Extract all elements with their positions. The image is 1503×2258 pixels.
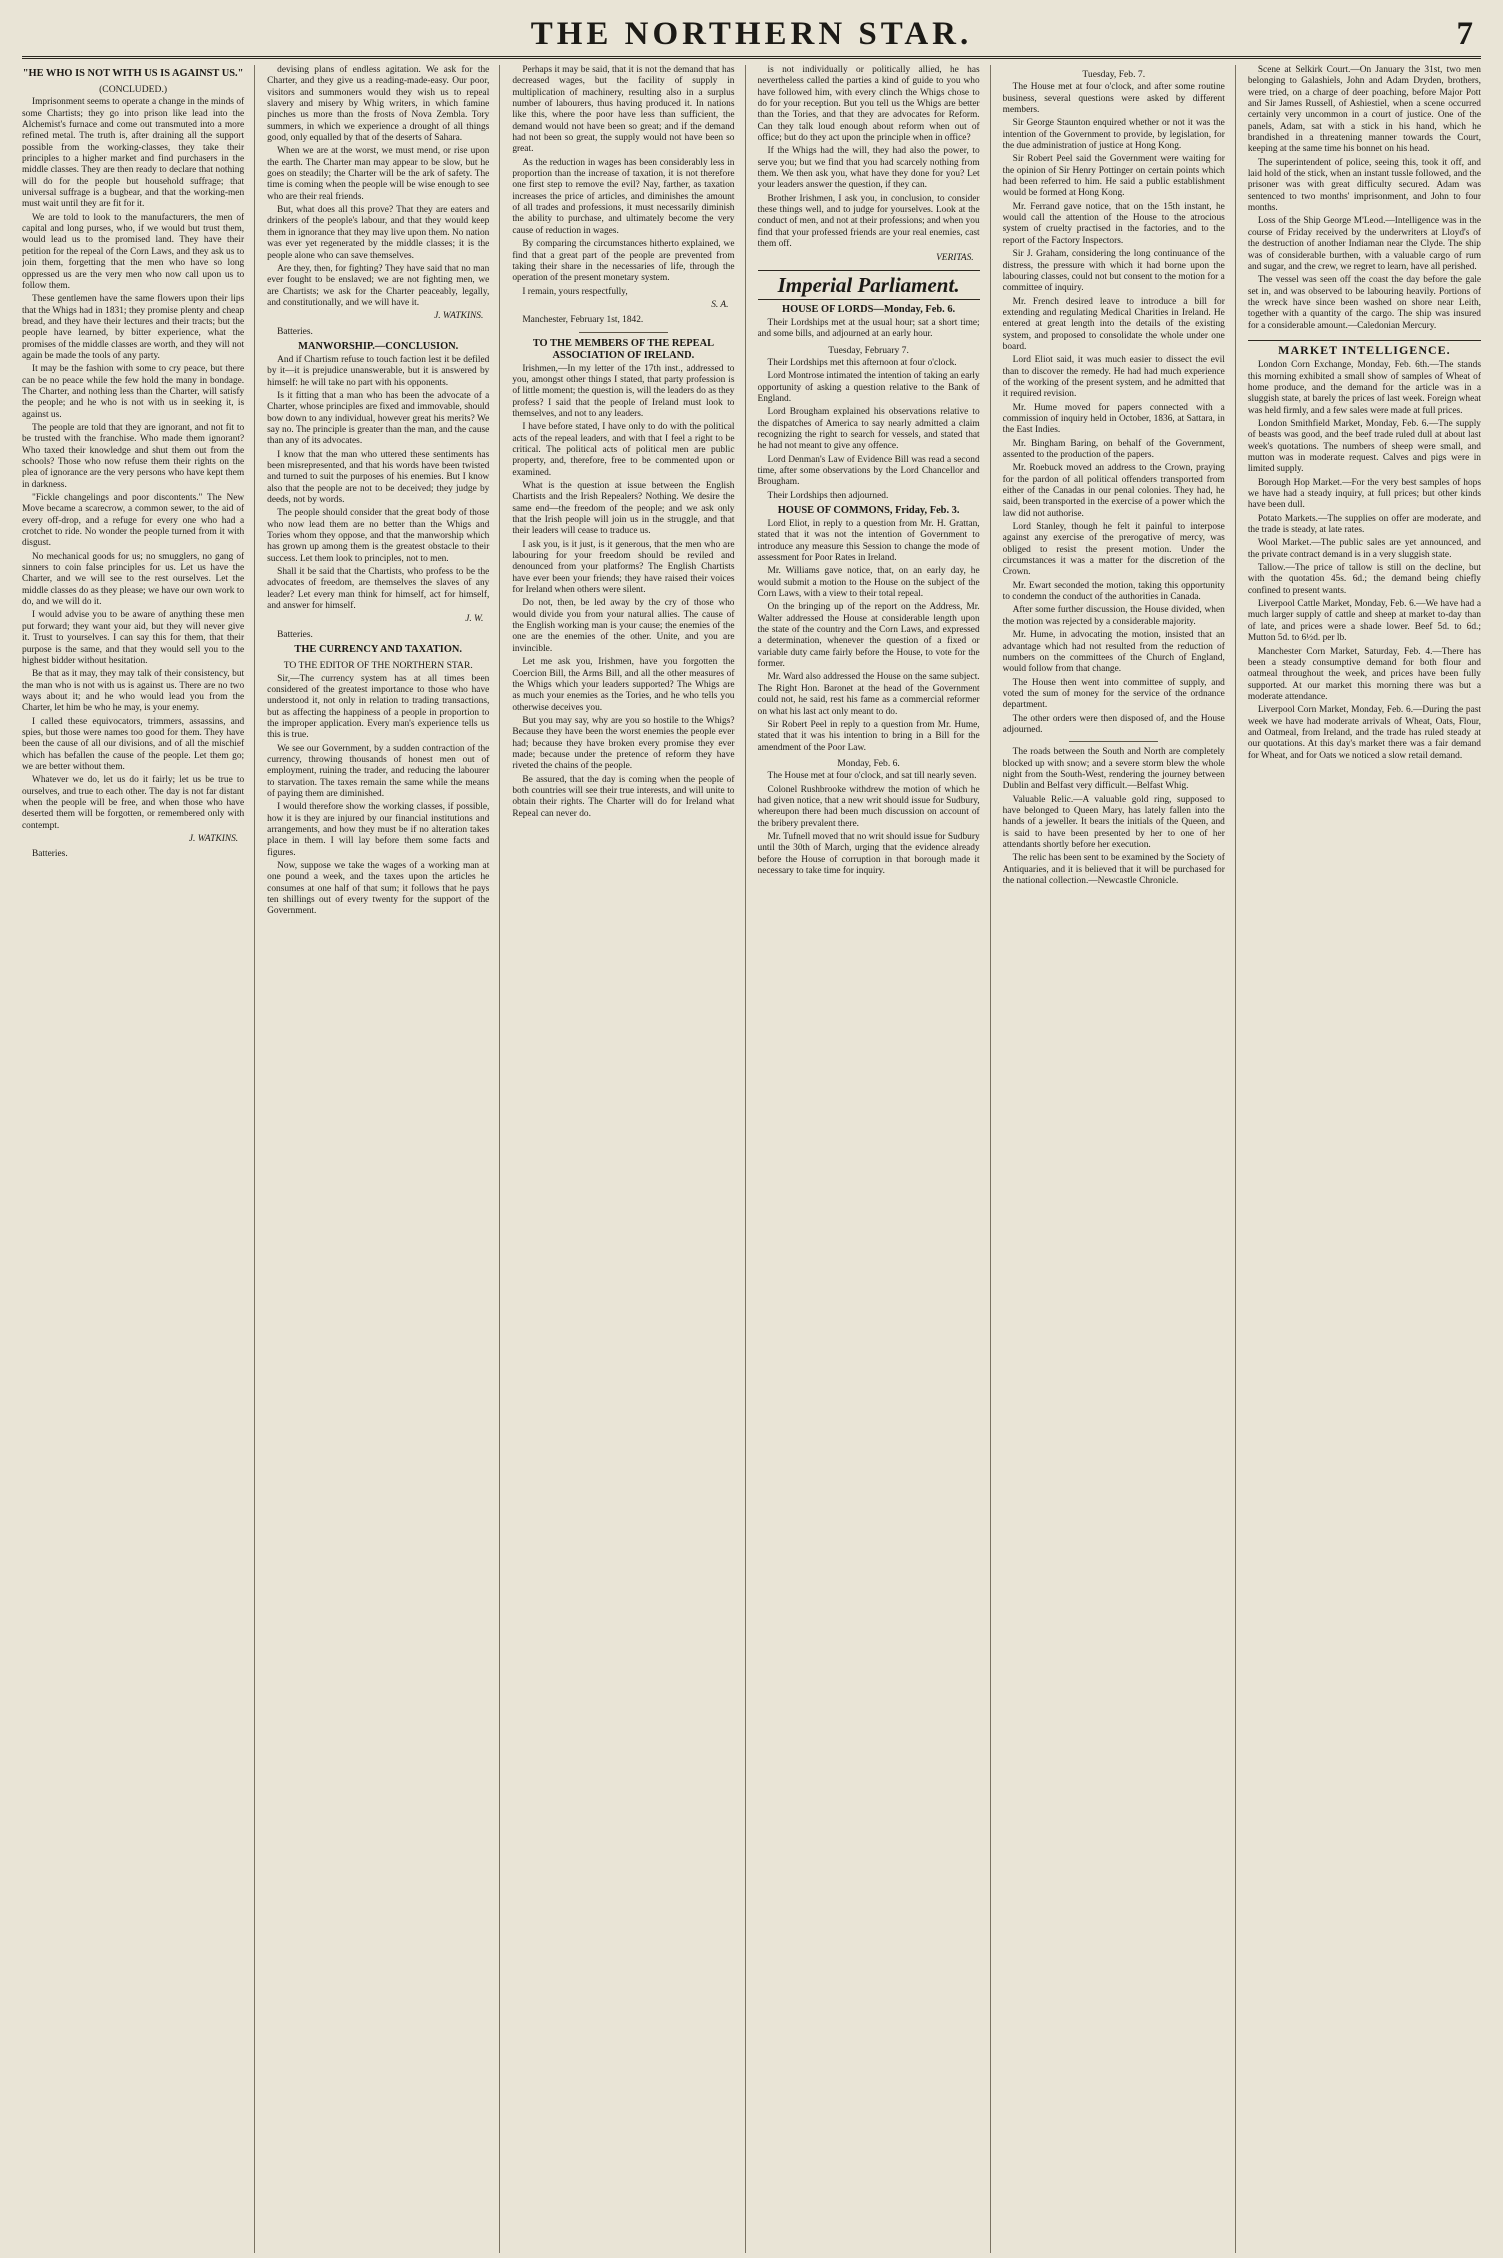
page-number: 7 [1456,16,1473,52]
paragraph: Batteries. [277,629,313,640]
paragraph: Lord Stanley, though he felt it painful to interpose against any exercise of the prerogative of mercy, was obliged to resist the present motion. Under the circumstances it was a matter for the discretion of the Crown. [1002,522,1225,578]
column-4 [758,65,991,2253]
paragraph: Manchester Corn Market, Saturday, Feb. 4.—There has been a steady consumptive demand for both flour and oatmeal throughout the week, and prices have been fully supported. At our market this morning there was but a moderate attendance. [1247,646,1481,702]
divider-rule [579,332,668,333]
paragraph: I would therefore show the working classes, if possible, how it is they are injured by our financial institutions and arrangements, and how they must be if no alteration takes place in them. I will lay before them some facts and figures. [267,802,490,858]
paragraph: Their Lordships then adjourned. [767,490,889,501]
newspaper-title: THE NORTHERN STAR. [530,16,973,52]
paragraph: Valuable Relic.—A valuable gold ring, supposed to have belonged to Queen Mary, has lately fallen into the hands of a jeweller. It bears the initials of the Queen, and is said to have been presented by her to one of her attendants shortly before her execution. [1002,794,1225,850]
paragraph: Liverpool Cattle Market, Monday, Feb. 6.—We have had a much larger supply of cattle and sheep at market to-day than of late, and prices were a shade lower. Beef 5d. to 6d.; Mutton 5d. to 6½d. per lb. [1247,599,1481,644]
paragraph: Let me ask you, Irishmen, have you forgotten the Coercion Bill, the Arms Bill, and all the other measures of the Whigs which your leaders supported? The Whigs are as much your enemies as the Tories, and he who tells you otherwise deceives you. [512,657,735,713]
signature: J. WATKINS. [188,834,239,844]
paragraph: After some further discussion, the House divided, when the motion was rejected by a considerable majority. [1002,605,1225,627]
article-headline: TO THE MEMBERS OF THE REPEAL ASSOCIATION OF IRELAND. [532,337,715,361]
paragraph: Borough Hop Market.—For the very best samples of hops we have had a steady inquiry, at full prices; but other kinds have been dull. [1247,477,1481,511]
paragraph: Imprisonment seems to operate a change in the minds of some Chartists; they go into prison like lead into the Alchemist's furnace and come out transmuted into a more refined metal. The truth is, after draining all the support possible from the working-classes, they take their principles to a higher market and find purchasers in the middle classes. They are then ready to declare that nothing will do for the people but household suffrage; that universal suffrage is a bugbear, and that the working-men must wait until they are fit for it. [22,97,245,210]
paragraph: By comparing the circumstances hitherto explained, we find that a great part of the people are prevented from taking their share in the necessaries of life, through the operation of the present monetary system. [512,239,735,284]
paragraph: And if Chartism refuse to touch faction lest it be defiled by it—it is prejudice unanswerable, but it is answered by himself: he will take no part with his opponents. [267,354,490,388]
paragraph: I have before stated, I have only to do with the political acts of the repeal leaders, and with that I feel a right to be critical. The political acts of political men are public property, and, therefore, free to be commented upon or examined. [512,422,735,478]
signature: J. W. [465,614,484,625]
article-headline: HOUSE OF COMMONS, Friday, Feb. 3. [777,505,960,516]
paragraph: Sir Robert Peel said the Government were waiting for the opinion of Sir Henry Pottinger on certain points which had been referred to him. He said a public establishment would be formed at Hong Kong. [1002,154,1225,199]
paragraph: Be that as it may, they may talk of their consistency, but the man who is not with us is against us. There are no two ways about it; and he who would lead you from the Charter, let him be who he may, is your enemy. [22,669,245,714]
paragraph: The House met at four o'clock, and after some routine business, several questions were asked by different members. [1002,82,1225,116]
paragraph: These gentlemen have the same flowers upon their lips that the Whigs had in 1831; they promise plenty and cheap bread, and they have their lectures and their tracts; but the people have learned, by bitter experience, what the promises of the middle classes are worth, and they will not again be made the tools of any party. [22,294,245,361]
paragraph: Be assured, that the day is coming when the people of both countries will see their true interests, and will unite to obtain their rights. The Charter will do for Ireland what Repeal can never do. [512,774,735,819]
paragraph: Perhaps it may be said, that it is not the demand that has decreased wages, but the facility of supply in multiplication of machinery, resulting also in a surplus number of labourers, thus having produced it. In nations like this, where the poor have less than sufficient, the demand would not have been so great; and if the demand had not been so great, the supply would not have been so great. [512,65,735,155]
paragraph: Mr. French desired leave to introduce a bill for extending and regulating Medical Charities in Ireland. He entered at great length into the details of the existing system, and proposed to consolidate the whole under one board. [1002,296,1225,352]
paragraph: is not individually or politically allied, he has nevertheless called the parties a kind of guide to you who have followed him, with every clinch the Whigs chose to do for your reception. But you tell us the Whigs are better than the Tories, and that they are advocates for Reform. Can they talk loud enough about reform when out of office; but do they act upon the principle when in office? [757,65,980,144]
paragraph: Brother Irishmen, I ask you, in conclusion, to consider these things well, and to judge for yourselves. Look at the conduct of men, and not at their professions; and when you find that your professed friends are your real enemies, cast them off. [757,193,980,250]
paragraph: Wool Market.—The public sales are yet announced, and the private contract demand is in a very sluggish state. [1247,538,1481,560]
paragraph: The roads between the South and North are completely blocked up with snow; and a severe storm blew the whole night from the South-West, rendering the journey between Dublin and Belfast very difficult.—Belfast Whig. [1002,747,1225,792]
signature: J. WATKINS. [434,311,484,322]
article-headline: HOUSE OF LORDS—Monday, Feb. 6. [782,303,956,315]
paragraph: Mr. Hume moved for papers connected with a commission of inquiry held in October, 1836, at Sattara, in the East Indies. [1002,402,1225,436]
paragraph: Liverpool Corn Market, Monday, Feb. 6.—During the past week we have had moderate arrivals of Wheat, Oats, Flour, and Oatmeal, from Ireland, and the trade has ruled steady at our quotations. At this day's market there was a fair demand for Wheat, and for Oats we noticed a slow retail demand. [1247,705,1481,761]
article-headline: THE CURRENCY AND TAXATION. [294,644,463,656]
column-5 [1003,65,1236,2253]
section-title: Imperial Parliament. [758,270,980,300]
paragraph: Lord Eliot, in reply to a question from Mr. H. Grattan, stated that it was not the intention of Government to introduce any measure this Session to change the mode of assessment for Poor Rates in Ireland. [757,519,980,564]
paragraph: London Smithfield Market, Monday, Feb. 6.—The supply of beasts was good, and the beef trade ruled dull at about last week's quotations. The numbers of sheep were small, and mutton was in moderate request. Calves and pigs were in limited supply. [1247,418,1481,475]
paragraph: Lord Eliot said, it was much easier to dissect the evil than to discover the remedy. He had had much experience of the working of the present system, and he admitted that it required revision. [1002,355,1225,400]
paragraph: Scene at Selkirk Court.—On January the 31st, two men belonging to Galashiels, John and Adam Dryden, brothers, were tried, on a charge of deer poaching, before Major Pott and Sir James Russell, of Ashiestiel, when a scene occurred certainly very uncommon in a court of justice. One of the panels, Adam, sat with a stick in his hand, which he brandished in a threatening manner towards the Court, keeping at the same time his bonnet on his head. [1247,65,1481,155]
subheading: TO THE EDITOR OF THE NORTHERN STAR. [283,660,473,672]
paragraph: The people are told that they are ignorant, and not fit to be trusted with the franchise. Who made them ignorant? Who taxed their knowledge and shut them out from the schools? Those who now refuse them their rights on the plea of ignorance are the very persons who have kept them in darkness. [22,422,245,490]
paragraph: "Fickle changelings and poor discontents." The New Move became a scarecrow, a common sewer, to the aid of every off-drop, and a refuge for every one who had a crotchet to ride. No wonder the people turned from it with disgust. [22,493,245,549]
paragraph: I ask you, is it just, is it generous, that the men who are labouring for your freedom should be reviled and denounced from your platforms? The English Chartists have ever been your friends; they have raised their voices for Ireland when others were silent. [512,539,735,596]
paragraph: But you may say, why are you so hostile to the Whigs? Because they have been the worst enemies the people ever had; because they have broken every promise they ever made; because under the pretence of reform they have riveted the chains of the people. [512,715,735,772]
paragraph: As the reduction in wages has been considerably less in proportion than the increase of taxation, it is not therefore one first step to remove the evil? Nay, farther, as taxation increases the price of articles, and diminishes the amount of all trades and professions, it must necessarily diminish the ability to purchase, and ultimately become the very cause of reduction in wages. [512,157,735,236]
paragraph: What is the question at issue between the English Chartists and the Irish Repealers? Nothing. We desire the same end—the freedom of the people; and we ask only that the Irish people will join us in the struggle, and that their leaders will cease to traduce us. [512,481,735,537]
paragraph: Manchester, February 1st, 1842. [522,315,644,326]
paragraph: devising plans of endless agitation. We ask for the Charter, and they give us a reading-made-easy. Our poor, visitors and summoners would they wish us to repeal slavery and misery by Whig writers, in which famine pinches us more than the frosts of Nova Zembla. Tory summers, in which we experience a drought of all things good, only equalled by that of the deserts of Sahara. [267,65,490,144]
paragraph: Loss of the Ship George M'Leod.—Intelligence was in the course of Friday received by the underwriters at Lloyd's of the destruction of another Indiaman near the Clyde. The ship was of considerable burthen, with a valuable cargo of rum and sugar, and the crew, we regret to learn, have all perished. [1247,216,1481,272]
signature: S. A. [711,299,729,310]
section-heading: MARKET INTELLIGENCE. [1248,340,1481,356]
paragraph: No mechanical goods for us; no smugglers, no gang of sinners to coin false principles for us. Let us have the Charter, and we will see to the rest ourselves. Let the middle classes do as they please; we have our own work to do, and we will do it. [22,551,245,608]
paragraph: Now, suppose we take the wages of a working man at one pound a week, and the taxes upon the articles he consumes at one half of that sum; it follows that he pays ten shillings out of every twenty for the support of the Government. [267,861,490,917]
paragraph: Mr. Roebuck moved an address to the Crown, praying for the pardon of all political offenders transported from either of the Canadas in our penal colonies. They had, he said, been transported in the exercise of a power which the law did not authorise. [1002,463,1225,519]
paragraph: Sir George Staunton enquired whether or not it was the intention of the Government to provide, by legislation, for the due administration of justice at Hong Kong. [1002,118,1225,152]
paragraph: The House then went into committee of supply, and voted the sum of money for the service of the ordnance department. [1002,677,1225,711]
paragraph: Sir Robert Peel in reply to a question from Mr. Hume, stated that it was his intention to bring in a Bill for the amendment of the Poor Law. [757,719,980,753]
paragraph: I would advise you to be aware of anything these men put forward; they want your aid, but they will never give it. Trust to yourselves. I can say this for them, that their purpose is the same, and that they would sell you to the highest bidder without hesitation. [22,610,245,666]
paragraph: Mr. Bingham Baring, on behalf of the Government, assented to the production of the papers. [1002,438,1225,460]
masthead [22,14,1481,59]
paragraph: When we are at the worst, we must mend, or rise upon the earth. The Charter man may appear to be slow, but he goes on steadily; the Charter will be the ark of safety. The time is coming when the people will be wise enough to see who are their real friends. [267,146,490,202]
signature: VERITAS. [936,252,974,263]
column-1 [22,65,255,2253]
paragraph: Shall it be said that the Chartists, who profess to be the advocates of freedom, are themselves the slaves of any leader? Let every man think for himself, act for himself, and answer for himself. [267,567,490,612]
paragraph: Tallow.—The price of tallow is still on the decline, but with the quotation 45s. 6d.; the demand being chiefly confined to present wants. [1247,563,1481,596]
paragraph: Lord Denman's Law of Evidence Bill was read a second time, after some observations by the Lord Chancellor and Brougham. [757,454,980,488]
subheading: Tuesday, February 7. [828,344,909,356]
paragraph: On the bringing up of the report on the Address, Mr. Walter addressed the House at considerable length upon the state of the country and the Corn Laws, and expressed a determination, whenever the question of a fixed or variable duty came fairly before the House, to vote for the former. [757,602,980,670]
paragraph: Their Lordships met at the usual hour; sat a short time; and some bills, and adjourned at an early hour. [757,317,980,340]
paragraph: Mr. Tufnell moved that no writ should issue for Sudbury until the 30th of March, urging that the evidence already before the House of corruption in that borough made it necessary to take time for inquiry. [757,831,980,876]
paragraph: London Corn Exchange, Monday, Feb. 6th.—The stands this morning exhibited a small show of samples of Wheat of home produce, and the demand for the article was in a sluggish state, at barely the prices of last week. Foreign wheat was held firmly, and a few sales were made at full prices. [1247,360,1481,416]
paragraph: Mr. Ferrand gave notice, that on the 15th instant, he would call the attention of the House to the atrocious system of cruelty practised in the factories, and to the report of the Factory Inspectors. [1002,201,1225,246]
column-3 [512,65,745,2253]
paragraph: Sir,—The currency system has at all times been considered of the greatest importance to those who have understood it, not only in relation to trading transactions, but as affecting the happiness of a people in proportion to the improper application. Every man's experience tells us this is true. [267,673,490,741]
paragraph: Are they, then, for fighting? They have said that no man ever fought to be enslaved; we are not fighting men, we are Chartists; we ask for the Charter peaceably, legally, and constitutionally, and we will have it. [267,263,490,308]
paragraph: Mr. Ward also addressed the House on the same subject. The Right Hon. Baronet at the head of the Government could not, he said, rest his fame as a commercial reformer on what his last act only meant to do. [757,672,980,717]
paragraph: It may be the fashion with some to cry peace, but there can be no peace while the few hold the many in bondage. The Charter, and nothing less than the Charter, will satisfy the people; and he who is not with us in seeking it, is against us. [22,364,245,420]
paragraph: The other orders were then disposed of, and the House adjourned. [1002,713,1225,735]
paragraph: Their Lordships met this afternoon at four o'clock. [767,357,957,368]
paragraph: The superintendent of police, seeing this, took it off, and laid hold of the stick, when an instant tussle followed, and the prisoner was with great difficulty secured. Adam was sentenced to two months' imprisonment, and John to four months. [1247,157,1481,214]
subheading: Monday, Feb. 6. [837,757,900,769]
paragraph: Mr. Ewart seconded the motion, taking this opportunity to condemn the conduct of the authorities in Canada. [1002,580,1225,603]
columns-container [22,65,1481,2253]
paragraph: I called these equivocators, trimmers, assassins, and spies, but those were names too good for them. They have been the cause of all our divisions, and of all the mischief which has befallen the cause of the people. Let them go; we are better without them. [22,716,245,772]
paragraph: The vessel was seen off the coast the day before the gale set in, and was observed to be labouring heavily. Portions of the wreck have since been washed on shore near Leith, together with a quantity of the cargo. The ship was insured for a considerable amount.—Caledonian Mercury. [1247,275,1481,331]
paragraph: Potato Markets.—The supplies on offer are moderate, and the trade is steady, at late rates. [1247,513,1481,536]
paragraph: Lord Brougham explained his observations relative to the dispatches of America to say nearly admitted a claim recognizing the right to search for vessels, and stated that he had not meant to give any offence. [757,407,980,452]
column-2 [267,65,500,2253]
divider-rule [1069,741,1158,742]
paragraph: The relic has been sent to be examined by the Society of Antiquaries, and it is believed that it will be purchased for the national collection.—Newcastle Chronicle. [1002,853,1225,887]
paragraph: Lord Montrose intimated the intention of taking an early opportunity of asking a question relative to the Bank of England. [757,371,980,404]
paragraph: Colonel Rushbrooke withdrew the motion of which he had given notice, that a new writ should issue for Sudbury, whereupon there had been much discussion on account of the bribery prevalent there. [757,784,980,829]
paragraph: We see our Government, by a sudden contraction of the currency, throwing thousands of honest men out of employment, ruining the trader, and reducing the labourer to starvation. The taxes remain the same while the means of paying them are diminished. [267,743,490,799]
article-headline: MANWORSHIP.—CONCLUSION. [298,340,459,352]
paragraph: Irishmen,—In my letter of the 17th inst., addressed to you, amongst other things I stated, that party profession is of little moment; the question is, will the leaders do as they profess? I said that the people of Ireland must look to themselves, and not to any leaders. [512,363,735,419]
paragraph: I know that the man who uttered these sentiments has been misrepresented, and that his words have been twisted and turned to suit the purposes of his enemies. But I know also that the people are not to be deceived; they judge by deeds, not by words. [267,449,490,506]
paragraph: But, what does all this prove? That they are eaters and drinkers of the people's labour, and that they would keep them in ignorance that they may live upon them. No nation was ever yet regenerated by the middle classes; it is the people alone who can save themselves. [267,205,490,261]
paragraph: Sir J. Graham, considering the long continuance of the distress, the pressure with which it had borne upon the labouring classes, could not but consent to the motion for a committee of inquiry. [1002,249,1225,294]
paragraph: Is it fitting that a man who has been the advocate of a Charter, whose principles are fixed and immovable, should bow down to any individual, however great his merits? We say no. The principle is greater than the man, and the cause than any of its advocates. [267,390,490,447]
paragraph: Batteries. [277,326,313,337]
paragraph: The people should consider that the great body of those who now lead them are no better than the Whigs and Tories whom they oppose, and that the manworship which has grown up among them is the greatest obstacle to their success. Let them look to principles, not to men. [267,508,490,564]
paragraph: Mr. Williams gave notice, that, on an early day, he would submit a motion to the House on the subject of the Corn Laws, with a view to their total repeal. [757,566,980,600]
paragraph: The House met at four o'clock, and sat till nearly seven. [767,771,977,782]
paragraph: I remain, yours respectfully, [522,286,628,297]
paragraph: If the Whigs had the will, they had also the power, to serve you; but we find that you had scarcely nothing from them. We then ask you, what have they done for you? Let your leaders answer the question, if they can. [757,146,980,191]
subheading: Tuesday, Feb. 7. [1082,69,1146,80]
paragraph: Do not, then, be led away by the cry of those who would divide you from your natural allies. The cause of the English working man is your cause; the enemies of the one are the enemies of the other. Unite, and you are invincible. [512,598,735,654]
paragraph: Whatever we do, let us do it fairly; let us be true to ourselves, and true to each other. The day is not far distant when the people will be free, and when those who have deserted them will be forgotten, or remembered only with contempt. [22,775,245,831]
paragraph: Mr. Hume, in advocating the motion, insisted that an advantage which had not resulted from the reduction of numbers on the committees of the Church of England, would follow from that change. [1002,630,1225,675]
subheading: (CONCLUDED.) [99,84,168,95]
article-headline: "HE WHO IS NOT WITH US IS AGAINST US." [22,68,244,79]
paragraph: Batteries. [32,849,68,860]
column-6 [1248,65,1481,2253]
paragraph: We are told to look to the manufacturers, the men of capital and long purses, who, if we would but trust them, would lead us to the promised land. They have their petition for the repeal of the Corn Laws, and they ask us to join them, forgetting that the men who have so long oppressed us are the very men who now call upon us to follow them. [22,212,245,291]
